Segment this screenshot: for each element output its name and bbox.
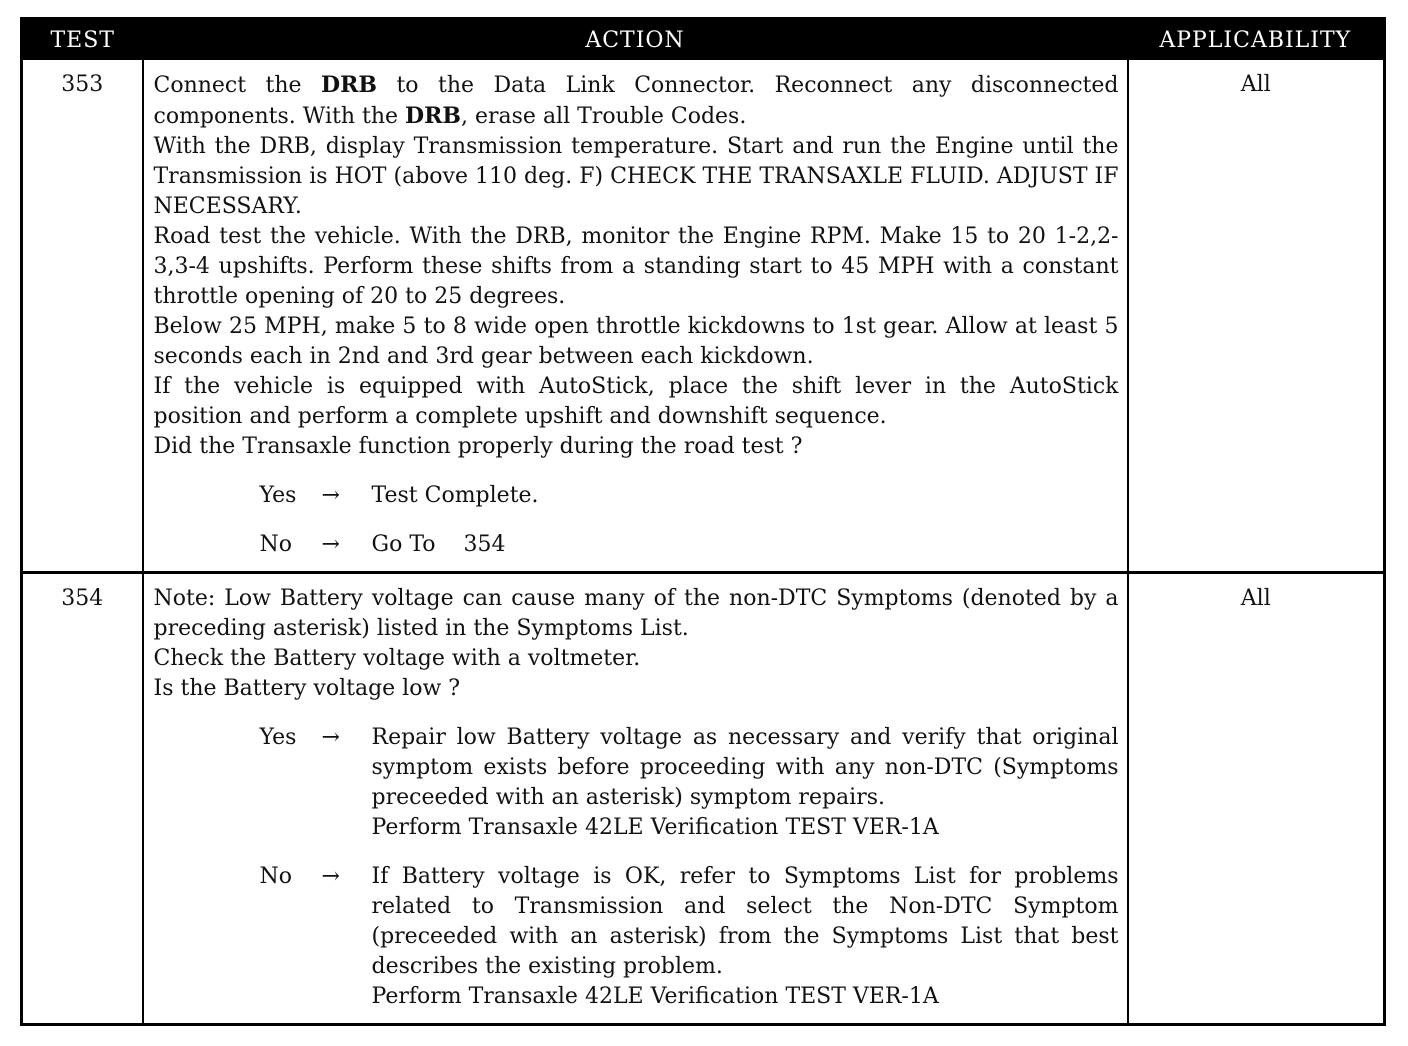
- outcome-result-line: Repair low Battery voltage as necessary and verify that original symptom exists before proceeding with any non-DTC (Symptoms preceeded with an asterisk) symptom repairs.: [371, 724, 1119, 810]
- action-line: Connect the DRB to the Data Link Connector. Reconnect any disconnected components. With the DRB, erase all Trouble Codes.: [153, 72, 1119, 129]
- table-row: [22, 60, 1385, 572]
- header-applicability: APPLICABILITY: [1128, 19, 1385, 61]
- outcome-result-line: If Battery voltage is OK, refer to Symptoms List for problems related to Transmission and select the Non-DTC Symptom (preceeded with an asterisk) from the Symptoms List that best describes the existing problem.: [371, 863, 1119, 979]
- outcome-result-line: Perform Transaxle 42LE Verification TEST VER-1A: [371, 983, 939, 1009]
- action-line: Below 25 MPH, make 5 to 8 wide open throttle kickdowns to 1st gear. Allow at least 5 seconds each in 2nd and 3rd gear between each kickdown.: [153, 314, 1119, 369]
- action-line: With the DRB, display Transmission temperature. Start and run the Engine until the Transmission is HOT (above 110 deg. F) CHECK THE TRANSAXLE FLUID. ADJUST IF NECESSARY.: [153, 134, 1119, 219]
- outcome-yes: [260, 723, 1119, 843]
- table-header-row: [22, 19, 1385, 61]
- header-action: ACTION: [143, 19, 1128, 61]
- test-number: 353: [22, 60, 143, 572]
- header-test: TEST: [22, 19, 143, 61]
- test-number: 354: [22, 572, 143, 1025]
- action-line: Road test the vehicle. With the DRB, monitor the Engine RPM. Make 15 to 20 1-2,2-3,3-4 upshifts. Perform these shifts from a standing start to 45 MPH with a constant throttle opening of 20 to 25 degrees.: [153, 224, 1119, 309]
- applicability-value: All: [1128, 572, 1385, 1025]
- outcome-result: [372, 723, 1119, 843]
- outcome-result-line: Go To 354: [371, 532, 506, 557]
- outcome-answer: No: [259, 863, 292, 889]
- outcome-answer: No: [259, 532, 292, 557]
- table-row: [22, 572, 1385, 1025]
- action-line: If the vehicle is equipped with AutoStick, place the shift lever in the AutoStick position and perform a complete upshift and downshift sequence.: [153, 374, 1119, 429]
- action-line: Is the Battery voltage low ?: [153, 675, 461, 701]
- action-line: Did the Transaxle function properly during the road test ?: [153, 434, 803, 459]
- outcome-yes: [260, 481, 1119, 511]
- right-arrow-icon: →: [321, 724, 340, 750]
- action-cell: [143, 60, 1128, 572]
- applicability-value: All: [1128, 60, 1385, 572]
- action-line: Check the Battery voltage with a voltmeter.: [153, 645, 641, 671]
- outcome-result: [372, 481, 1119, 511]
- right-arrow-icon: →: [321, 532, 340, 557]
- outcome-no: [260, 530, 1119, 560]
- action-line: Note: Low Battery voltage can cause many of the non-DTC Symptoms (denoted by a preceding asterisk) listed in the Symptoms List.: [153, 585, 1119, 641]
- action-cell: [143, 572, 1128, 1025]
- outcome-answer: Yes: [259, 724, 297, 750]
- right-arrow-icon: →: [321, 863, 340, 889]
- outcome-result-line: Test Complete.: [371, 483, 539, 508]
- right-arrow-icon: →: [321, 483, 340, 508]
- outcome-result-line: Perform Transaxle 42LE Verification TEST VER-1A: [371, 814, 939, 840]
- outcome-result: [372, 530, 1119, 560]
- outcome-answer: Yes: [259, 483, 297, 508]
- outcome-no: [260, 862, 1119, 1012]
- outcome-result: [372, 862, 1119, 1012]
- diagnostic-test-table: [20, 17, 1386, 1026]
